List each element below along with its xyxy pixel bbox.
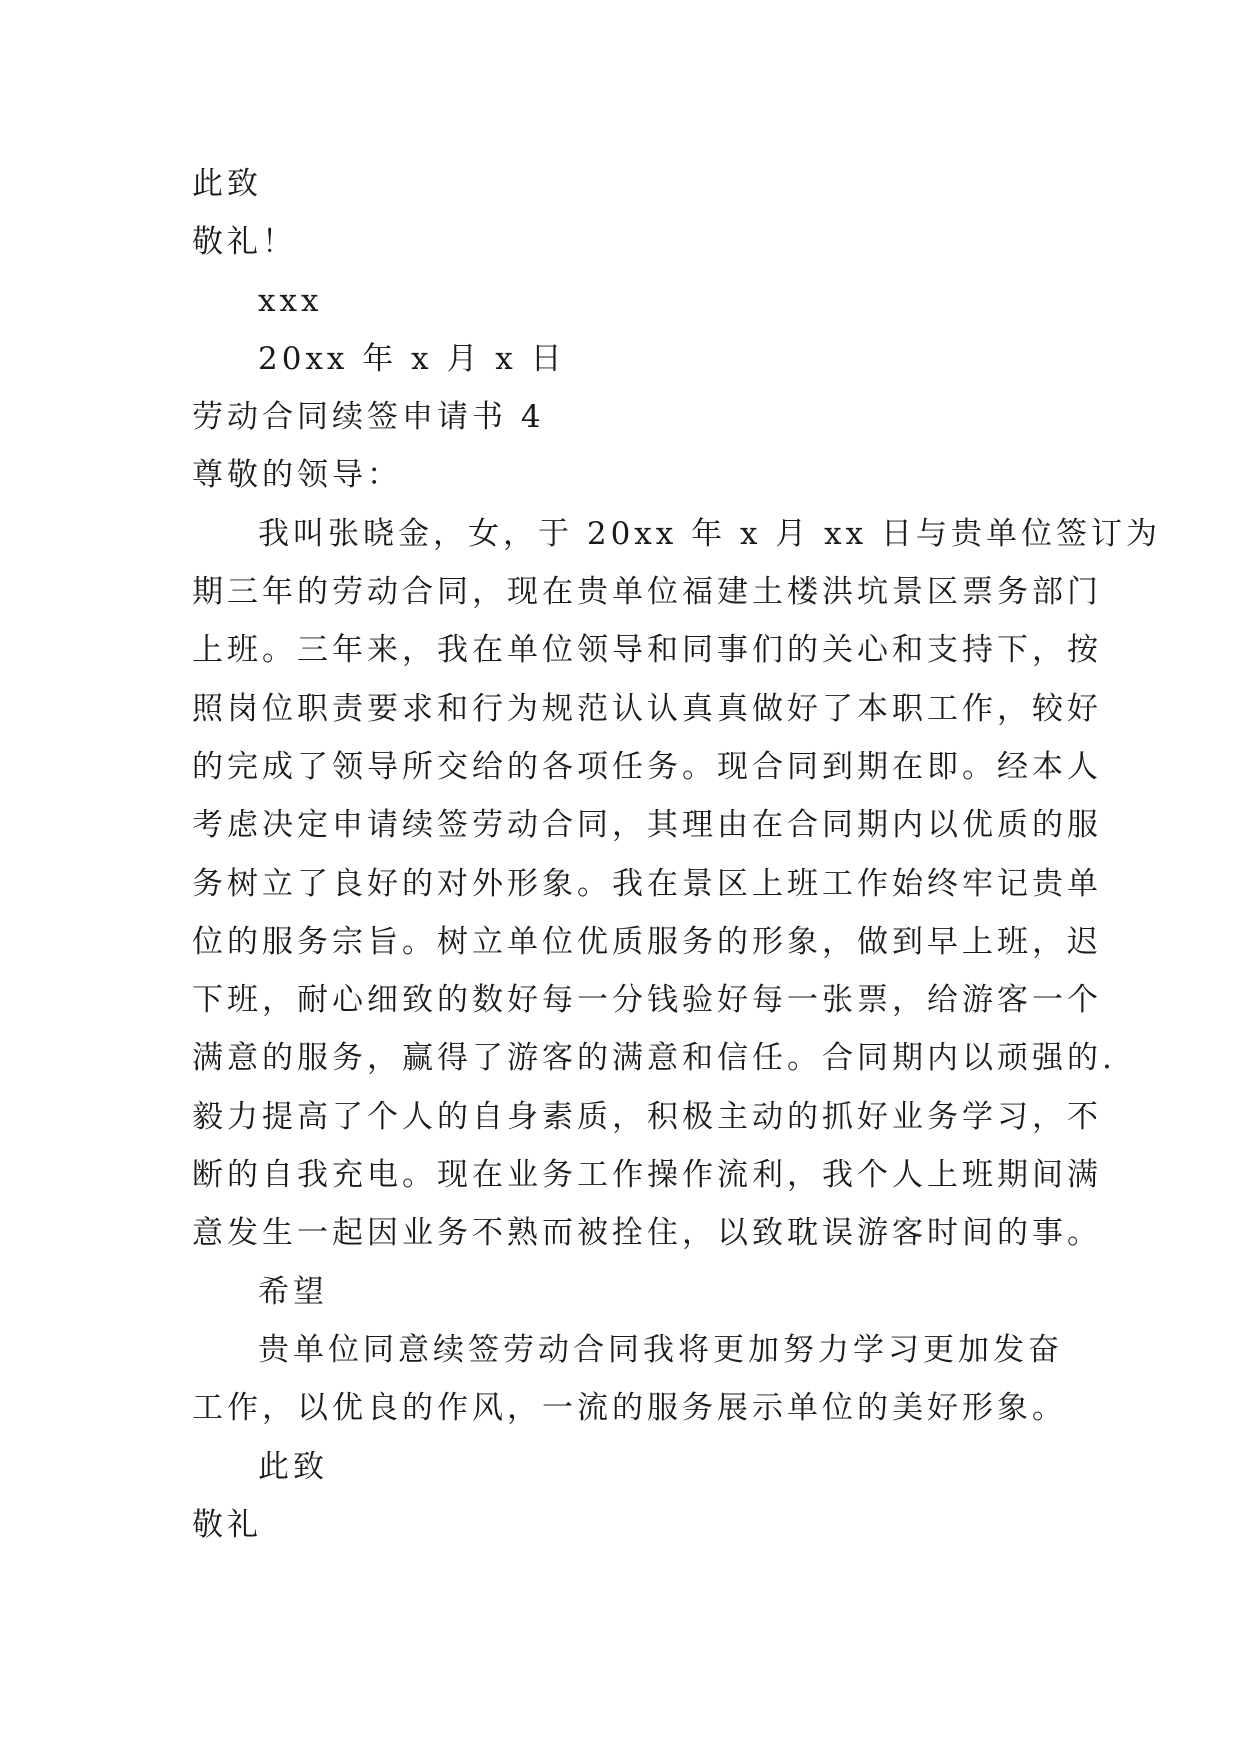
hope-line: 希望	[258, 1273, 328, 1310]
body-line: 下班，耐心细致的数好每一分钱验好每一张票，给游客一个	[192, 982, 1102, 1019]
body-line: 毅力提高了个人的自身素质，积极主动的抓好业务学习，不	[192, 1098, 1102, 1135]
body-line: 务树立了良好的对外形象。我在景区上班工作始终牢记贵单	[192, 865, 1102, 902]
greeting: 尊敬的领导：	[192, 457, 402, 494]
wish-line: 贵单位同意续签劳动合同我将更加努力学习更加发奋	[258, 1331, 1063, 1368]
body-line: 的完成了领导所交给的各项任务。现合同到期在即。经本人	[192, 748, 1102, 785]
body-line: 位的服务宗旨。树立单位优质服务的形象，做到早上班，迟	[192, 923, 1102, 960]
date: 20xx 年 x 月 x 日	[258, 340, 566, 377]
wish-line: 工作，以优良的作风，一流的服务展示单位的美好形象。	[192, 1390, 1067, 1427]
body-line: 考虑决定申请续签劳动合同，其理由在合同期内以优质的服	[192, 807, 1102, 844]
closing-regards: 敬礼！	[192, 224, 297, 261]
body-line: 照岗位职责要求和行为规范认认真真做好了本职工作，较好	[192, 690, 1102, 727]
body-line: 意发生一起因业务不熟而被拴住，以致耽误游客时间的事。	[192, 1215, 1102, 1252]
body-paragraph	[192, 505, 1161, 1263]
closing-salutation: 此致	[192, 166, 262, 202]
body-line: 期三年的劳动合同，现在贵单位福建土楼洪坑景区票务部门	[192, 574, 1102, 611]
body-line: 上班。三年来，我在单位领导和同事们的关心和支持下，按	[192, 632, 1102, 669]
final-regards: 敬礼	[192, 1506, 262, 1543]
body-line: 满意的服务，赢得了游客的满意和信任。合同期内以顽强的.	[192, 1040, 1116, 1077]
body-line: 我叫张晓金，女，于 20xx 年 x 月 xx 日与贵单位签订为	[258, 515, 1161, 552]
document-page	[192, 155, 1161, 1554]
body-line: 断的自我充电。现在业务工作操作流利，我个人上班期间满	[192, 1157, 1102, 1194]
letter-title: 劳动合同续签申请书 4	[192, 399, 545, 436]
final-salutation: 此致	[258, 1448, 328, 1485]
signature: xxx	[258, 282, 323, 319]
wish-paragraph	[192, 1321, 1067, 1438]
